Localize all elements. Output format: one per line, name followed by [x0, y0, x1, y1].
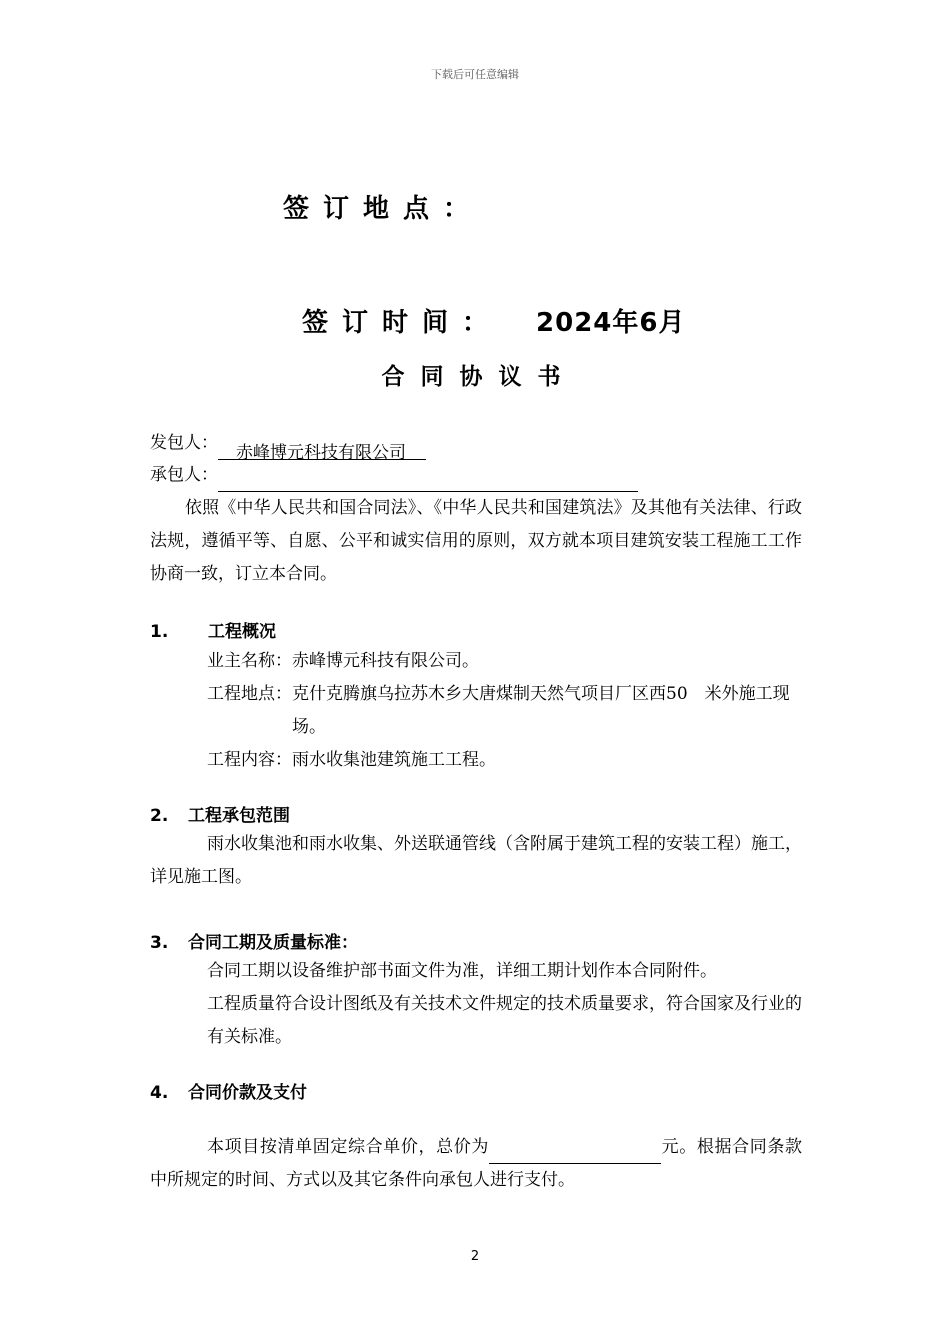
section-2-heading — [150, 801, 290, 826]
section-1-heading — [150, 617, 276, 642]
content-row — [207, 744, 807, 777]
section-1-body — [207, 645, 807, 777]
content-label: 工程内容： — [207, 750, 292, 770]
page-number: 2 — [470, 1249, 480, 1264]
section-3-body — [207, 955, 802, 1054]
location-row — [207, 678, 807, 744]
employer-label: 发包人： — [150, 433, 218, 453]
section-4-title: 合同价款及支付 — [188, 1083, 307, 1103]
sign-time-label: 签订时间： — [302, 308, 503, 338]
section-1-number: 1. — [150, 622, 169, 642]
price-text-before: 本项目按清单固定综合单价，总价为 — [207, 1137, 489, 1157]
sign-place-label: 签订地点： — [283, 194, 484, 224]
employer-value: 赤峰博元科技有限公司 — [218, 437, 426, 460]
owner-label: 业主名称： — [207, 651, 292, 671]
section-4-number: 4. — [150, 1083, 169, 1103]
sign-time-value: 2024年6月 — [536, 308, 686, 338]
location-value: 克什克腾旗乌拉苏木乡大唐煤制天然气项目厂区西50 米外施工现场。 — [292, 684, 790, 737]
location-label: 工程地点： — [207, 684, 292, 704]
sign-time — [302, 302, 685, 339]
content-value: 雨水收集池建筑施工工程。 — [292, 750, 496, 770]
owner-value: 赤峰博元科技有限公司。 — [292, 651, 479, 671]
section-2-title: 工程承包范围 — [188, 806, 290, 826]
section-1-title: 工程概况 — [208, 622, 276, 642]
section-4-text — [150, 1131, 802, 1197]
section-2-number: 2. — [150, 806, 169, 826]
employer-line — [150, 427, 426, 463]
section-3-line-1: 合同工期以设备维护部书面文件为准，详细工期计划作本合同附件。 — [207, 961, 717, 981]
contractor-value — [218, 469, 638, 492]
owner-row — [207, 645, 807, 678]
section-2-text: 雨水收集池和雨水收集、外送联通管线（含附属于建筑工程的安装工程）施工，详见施工图。 — [150, 834, 802, 887]
total-price-blank — [489, 1141, 661, 1164]
section-4-heading — [150, 1078, 307, 1103]
section-3-title: 合同工期及质量标准： — [188, 933, 358, 953]
header-note: 下载后可任意编辑 — [431, 68, 519, 81]
intro-paragraph: 依照《中华人民共和国合同法》、《中华人民共和国建筑法》及其他有关法律、行政法规，遵循平等、自愿、公平和诚实信用的原则，双方就本项目建筑安装工程施工工作协商一致，订立本合同。 — [150, 498, 802, 584]
contractor-line — [150, 459, 638, 492]
document-title: 合同协议书 — [381, 364, 577, 390]
section-3-number: 3. — [150, 933, 169, 953]
section-3-line-2: 工程质量符合设计图纸及有关技术文件规定的技术质量要求，符合国家及行业的有关标准。 — [207, 994, 802, 1047]
section-3-heading — [150, 928, 358, 953]
price-text-after: 元。根据合同条款中所规定的时间、方式以及其它条件向承包人进行支付。 — [150, 1137, 802, 1190]
contractor-label: 承包人： — [150, 465, 218, 485]
